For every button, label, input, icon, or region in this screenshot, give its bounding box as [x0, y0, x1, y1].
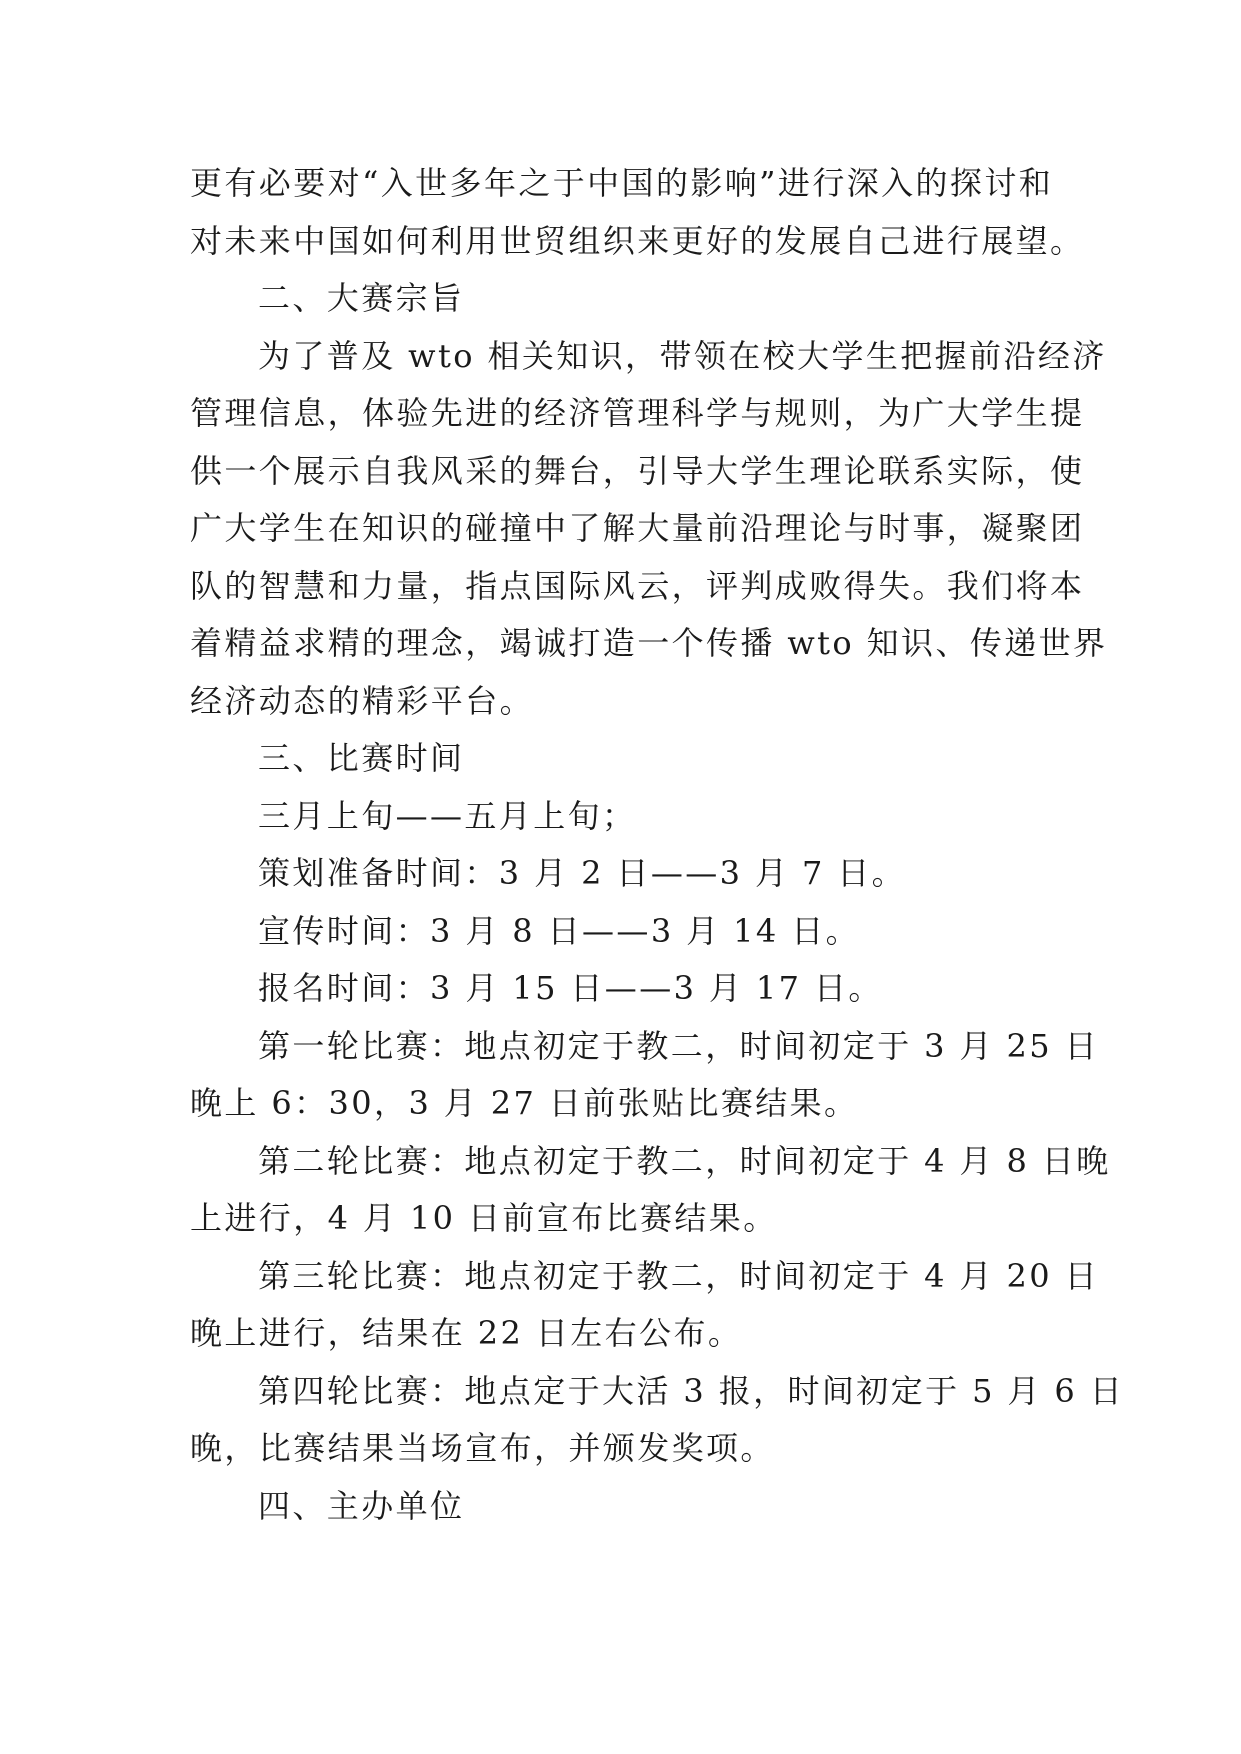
- paragraph-line: 晚上进行，结果在 22 日左右公布。: [190, 1314, 743, 1352]
- section-heading: 二、大赛宗旨: [258, 279, 465, 317]
- paragraph-line: 上进行，4 月 10 日前宣布比赛结果。: [190, 1199, 778, 1237]
- paragraph-line: 更有必要对“入世多年之于中国的影响”进行深入的探讨和: [190, 164, 1054, 202]
- paragraph-line: 对未来中国如何利用世贸组织来更好的发展自己进行展望。: [190, 221, 1085, 260]
- paragraph-line: 管理信息，体验先进的经济管理科学与规则，为广大学生提: [190, 394, 1085, 432]
- paragraph-line: 报名时间：3 月 15 日——3 月 17 日。: [258, 969, 883, 1007]
- section-heading: 三、比赛时间: [258, 739, 465, 777]
- paragraph-line: 宣传时间：3 月 8 日——3 月 14 日。: [258, 911, 861, 950]
- document-body: [190, 155, 1125, 1535]
- paragraph-line: 第二轮比赛：地点初定于教二，时间初定于 4 月 8 日晚: [258, 1141, 1111, 1180]
- paragraph-line: 第四轮比赛：地点定于大活 3 报，时间初定于 5 月 6 日: [258, 1371, 1125, 1410]
- paragraph-line: 晚，比赛结果当场宣布，并颁发奖项。: [190, 1429, 775, 1467]
- paragraph-line: 经济动态的精彩平台。: [190, 681, 535, 720]
- paragraph-line: 广大学生在知识的碰撞中了解大量前沿理论与时事，凝聚团: [190, 509, 1085, 547]
- paragraph-line: 晚上 6：30，3 月 27 日前张贴比赛结果。: [190, 1084, 859, 1122]
- paragraph-line: 第三轮比赛：地点初定于教二，时间初定于 4 月 20 日: [258, 1256, 1099, 1295]
- paragraph-line: 为了普及 wto 相关知识，带领在校大学生把握前沿经济: [258, 336, 1107, 375]
- paragraph-line: 队的智慧和力量，指点国际风云，评判成败得失。我们将本: [190, 566, 1085, 605]
- paragraph-line: 着精益求精的理念，竭诚打造一个传播 wto 知识、传递世界: [190, 624, 1108, 662]
- paragraph-line: 策划准备时间：3 月 2 日——3 月 7 日。: [258, 854, 907, 892]
- paragraph-line: 三月上旬——五月上旬；: [258, 796, 637, 835]
- section-heading: 四、主办单位: [258, 1486, 465, 1525]
- paragraph-line: 供一个展示自我风采的舞台，引导大学生理论联系实际，使: [190, 451, 1085, 490]
- paragraph-line: 第一轮比赛：地点初定于教二，时间初定于 3 月 25 日: [258, 1026, 1099, 1065]
